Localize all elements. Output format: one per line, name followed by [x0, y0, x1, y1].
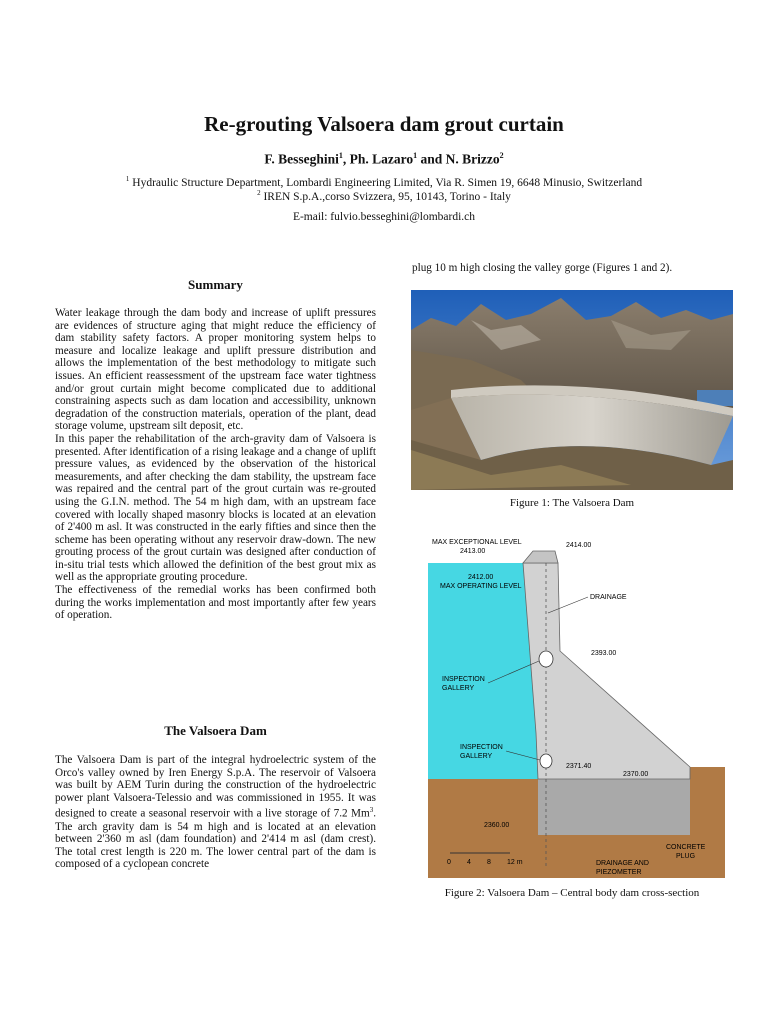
author-3-affil: 2	[499, 151, 504, 160]
concrete-plug	[538, 779, 690, 835]
inspection-gallery-upper	[539, 651, 553, 667]
valsoera-text-a: The Valsoera Dam is part of the integral hydroelectric system of the Orco's valley owned by Iren Energy S.p.A. The reservoir of Valsoera was built by AEM Turin during the construction of the hydroelectric power plant Valsoera-Telessio and was commissioned in 1955. It was designed to create a seasonal reservoir with a live storage of 7.2 Mm	[55, 754, 376, 821]
author-1-affil: 1	[338, 151, 343, 160]
dam-crest	[523, 551, 558, 563]
scale-12: 12 m	[507, 859, 523, 866]
valsoera-text-b: . The arch gravity dam is 54 m high and is located at an elevation between 2'360 m asl (dam foundation) and 2'414 m asl (dam crest). The total crest length is 220 m. The lower central part of the dam is composed of a cyclopean concrete	[55, 808, 376, 871]
label-drainage-piezometer-a: DRAINAGE AND	[596, 860, 649, 867]
label-el-2371: 2371.40	[566, 763, 592, 770]
label-el-2360: 2360.00	[484, 822, 510, 829]
summary-paragraph-1: Water leakage through the dam body and increase of uplift pressures are evidences of structure aging that might reduce the efficiency of dam stability safety factors. A proper monitoring system helps to measure and localize leakage and uplift pressure distribution and allows the implementation of the best methodology to mitigate such issues. An efficient reassessment of the upstream face water tightness and/or grout curtain might become complicated due to additional constraining aspects such as dam location and accessibility, unknown degradation of the construction materials, operation of the plant, dead storage volume, upstream silt deposit, etc.	[55, 307, 376, 433]
affiliation-1-marker: 1	[125, 175, 130, 183]
section-heading-valsoera-dam: The Valsoera Dam	[164, 723, 267, 738]
summary-heading: Summary	[188, 277, 243, 292]
section-valsoera-body	[55, 754, 376, 871]
label-max-exceptional-level: MAX EXCEPTIONAL LEVEL	[432, 539, 522, 546]
author-2: , Ph. Lazaro	[342, 151, 414, 167]
label-max-operating-level: MAX OPERATING LEVEL	[440, 583, 522, 590]
scale-0: 0	[447, 859, 451, 866]
label-inspection-gallery-1a: INSPECTION	[442, 676, 485, 683]
paper-title: Re-grouting Valsoera dam grout curtain	[204, 112, 564, 136]
right-column-continuation: plug 10 m high closing the valley gorge (Figures 1 and 2).	[412, 262, 673, 274]
inspection-gallery-lower	[540, 754, 552, 768]
affiliation-1-text: Hydraulic Structure Department, Lombardi Engineering Limited, Via R. Simen 19, 6648 Minusio, Switzerland	[132, 176, 643, 189]
label-drainage-piezometer-b: PIEZOMETER	[596, 869, 642, 876]
label-el-2370: 2370.00	[623, 771, 649, 778]
label-inspection-gallery-1b: GALLERY	[442, 685, 475, 692]
summary-paragraph-2: In this paper the rehabilitation of the arch-gravity dam of Valsoera is presented. After identification of a rising leakage and a change of uplift pressure values, as evidenced by the observation of the historical measurements, and after checking the dam stability, the upstream face was repaired and the central part of the grout curtain was re-grouted using the G.I.N. method. The 54 m high dam, with an upstream face covered with locally shaped masonry blocks is located at an elevation of 2'400 m asl. It was constructed in the early fifties and since then the scheme has been operating without any reservoir draw-down. The new grouting process of the grout curtain was designed after conduction of in-situ trial tests which allowed the definition of the best grout mix as well as the appropriate grouting procedure.	[55, 432, 376, 584]
label-el-2412: 2412.00	[468, 574, 494, 581]
affiliation-2-text: IREN S.p.A.,corso Svizzera, 95, 10143, Torino - Italy	[263, 190, 511, 203]
scale-8: 8	[487, 859, 491, 866]
affiliation-1	[0, 175, 768, 189]
label-concrete-plug-b: PLUG	[676, 853, 696, 860]
label-drainage: DRAINAGE	[590, 594, 627, 601]
label-el-2393: 2393.00	[591, 650, 617, 657]
affiliation-2-marker: 2	[257, 189, 261, 197]
valsoera-superscript: 3	[369, 806, 374, 815]
summary-paragraph-3: The effectiveness of the remedial works has been confirmed both during the works implementation and most importantly after few years of operation.	[55, 584, 376, 622]
label-el-2413: 2413.00	[460, 548, 486, 555]
affiliation-2	[0, 189, 768, 203]
email-line: E-mail: fulvio.besseghini@lombardi.ch	[292, 211, 476, 223]
label-inspection-gallery-2b: GALLERY	[460, 753, 493, 760]
figure-2-caption: Figure 2: Valsoera Dam – Central body dam cross-section	[444, 887, 700, 899]
figure-1-caption: Figure 1: The Valsoera Dam	[509, 497, 635, 509]
dam-cross-section-figure	[428, 533, 725, 878]
author-2-affil: 1	[413, 151, 418, 160]
dam-photo	[411, 290, 733, 490]
label-inspection-gallery-2a: INSPECTION	[460, 744, 503, 751]
scale-4: 4	[467, 859, 471, 866]
author-3: and N. Brizzo	[417, 151, 500, 167]
summary-body	[55, 307, 376, 622]
label-el-2414: 2414.00	[566, 542, 592, 549]
label-concrete-plug-a: CONCRETE	[666, 844, 706, 851]
author-line	[0, 151, 768, 168]
author-1: F. Besseghini	[264, 151, 339, 167]
